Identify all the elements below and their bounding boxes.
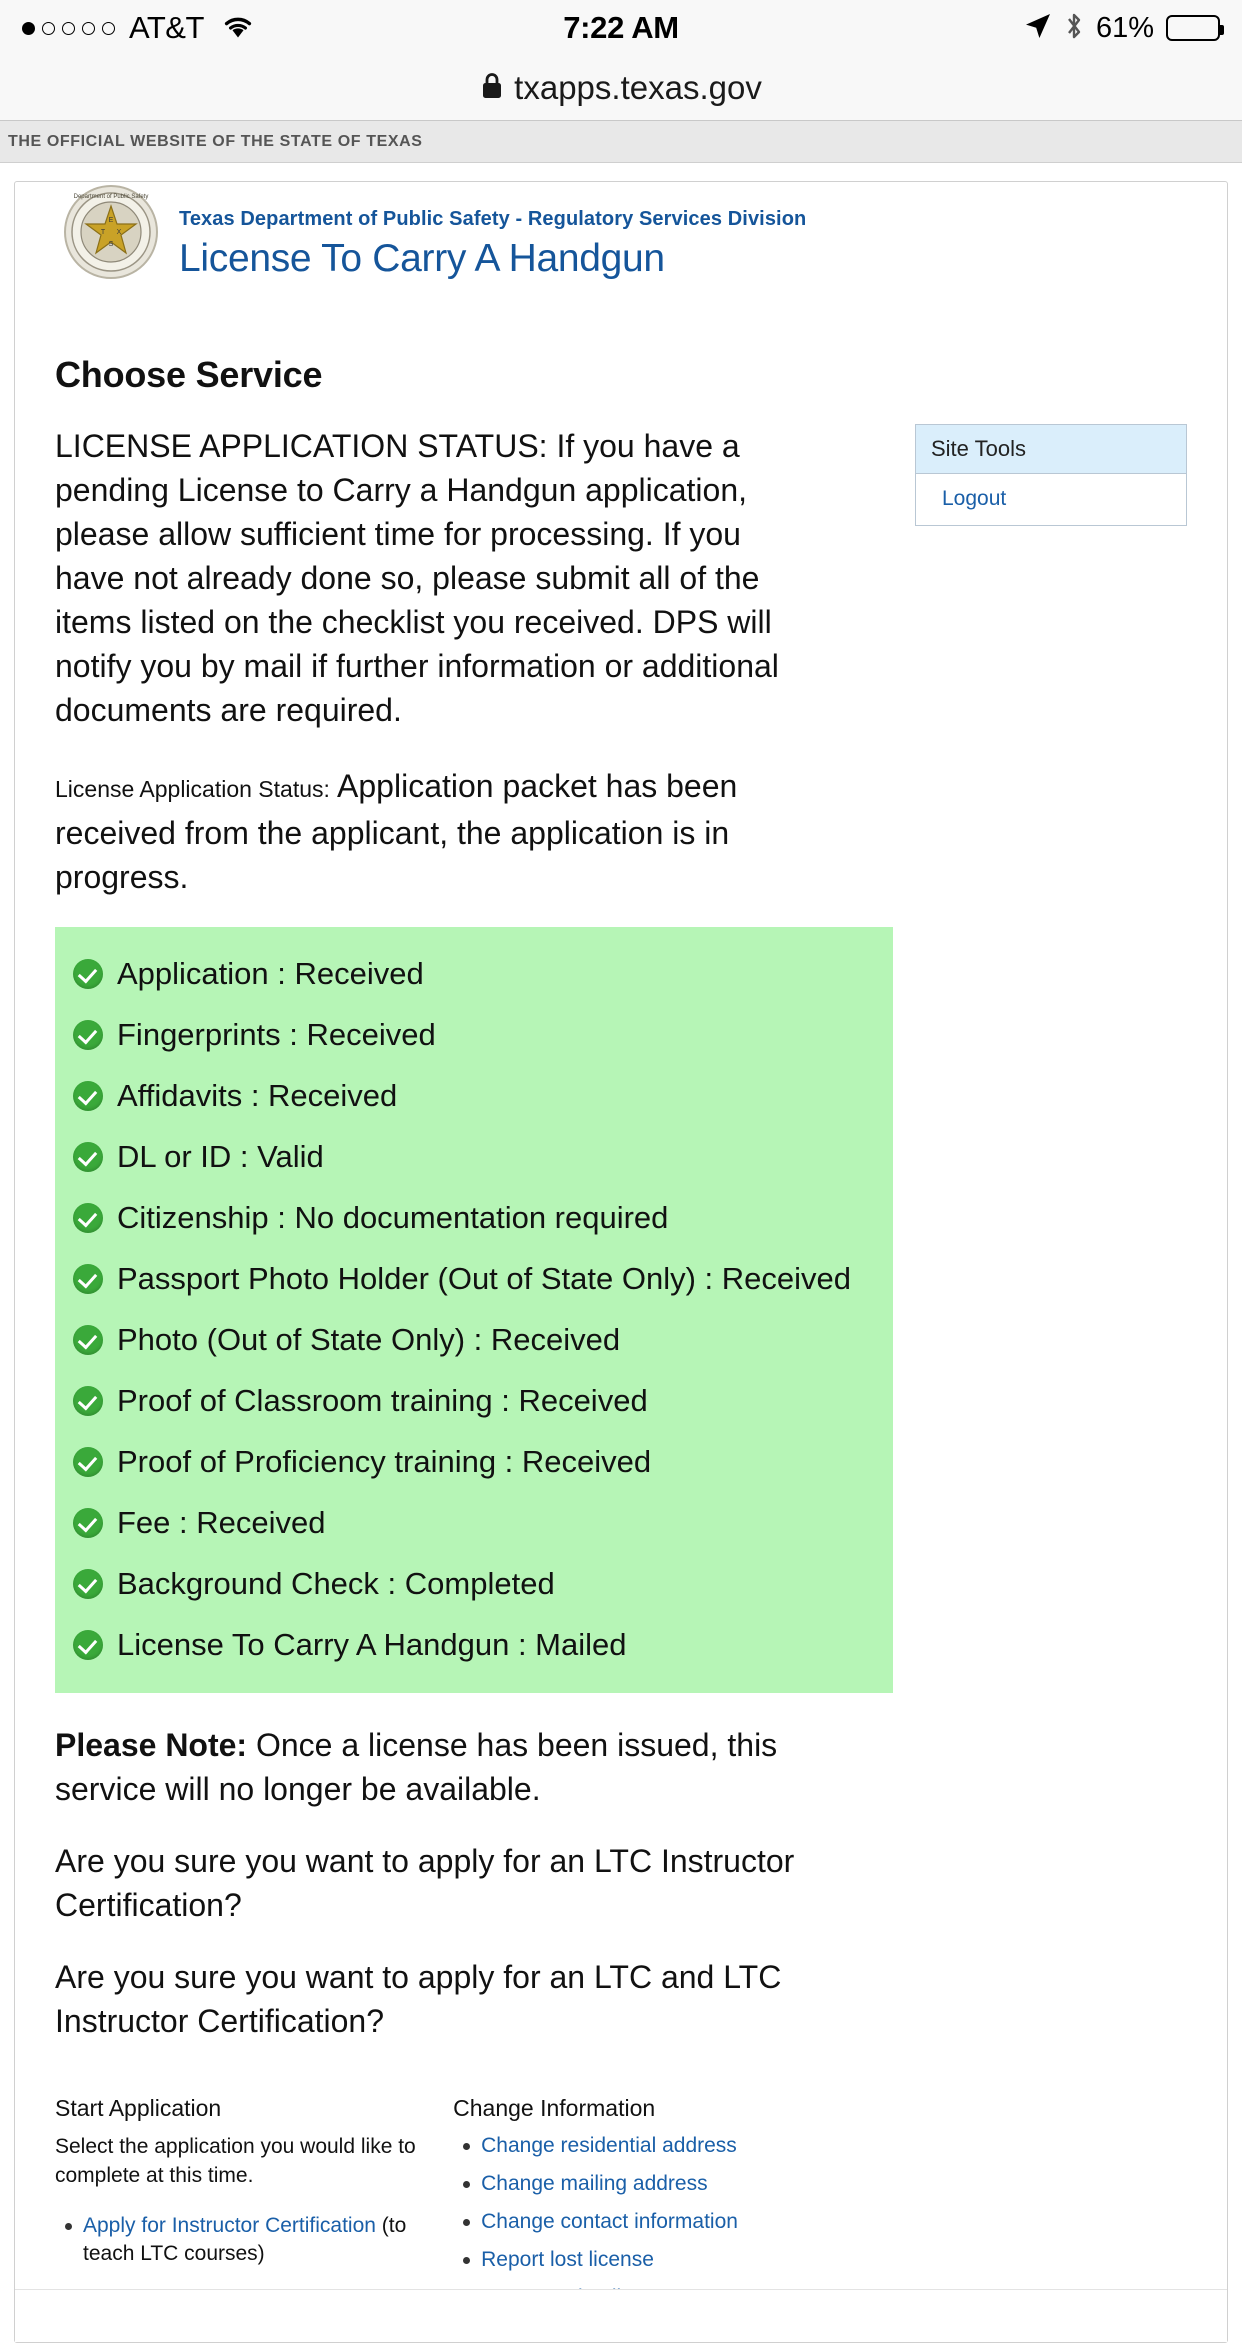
checklist-item [55,1248,893,1309]
please-note-text: Once a license has been issued, this service will no longer be available. [55,1727,778,1807]
check-circle-icon [73,1569,103,1599]
checklist-item [55,1004,893,1065]
checklist-item [55,1614,893,1675]
site-header [15,182,1227,302]
list-item [453,2246,805,2274]
svg-text:S: S [108,241,114,248]
start-application-column [55,2095,453,2322]
check-circle-icon [73,959,103,989]
checklist-item-label: DL or ID : Valid [117,1138,324,1174]
check-circle-icon [73,1386,103,1416]
checklist-item [55,1431,893,1492]
link-change-contact-information[interactable]: Change contact information [481,2210,738,2233]
link-apply-instructor-certification[interactable]: Apply for Instructor Certification [83,2214,376,2237]
check-circle-icon [73,1508,103,1538]
checklist-item-label: Fingerprints : Received [117,1016,436,1052]
checklist-item [55,1492,893,1553]
confirm-question-ltc-and-instructor: Are you sure you want to apply for an LTC and LTC Instructor Certification? [55,1959,782,2039]
please-note-label: Please Note: [55,1727,248,1763]
checklist-item-label: Proof of Classroom training : Received [117,1382,648,1418]
checklist-item [55,1187,893,1248]
status-value: Application packet has been received from the applicant, the application is in progress. [55,768,738,895]
check-circle-icon [73,1203,103,1233]
change-information-column [453,2095,805,2322]
state-official-banner [0,121,1242,163]
content-card [14,181,1228,2343]
url-text[interactable]: txapps.texas.gov [514,69,762,106]
svg-text:E: E [108,217,114,224]
list-item [453,2132,805,2160]
battery-percent-label: 61% [1095,11,1154,44]
checklist-item [55,1126,893,1187]
lock-icon [480,71,504,106]
agency-name: Texas Department of Public Safety - Regulatory Services Division [179,208,807,230]
browser-address-bar[interactable] [0,56,1242,121]
location-arrow-icon [1024,12,1052,45]
checklist-item [55,1553,893,1614]
list-item [55,2212,453,2268]
checklist-item-label: Passport Photo Holder (Out of State Only) : Received [117,1260,852,1296]
checklist-item-label: Photo (Out of State Only) : Received [117,1321,621,1357]
confirm-question-instructor: Are you sure you want to apply for an LTC Instructor Certification? [55,1843,795,1923]
check-circle-icon [73,1142,103,1172]
section-title-choose-service: Choose Service [55,354,323,395]
check-circle-icon [73,1081,103,1111]
page-content [0,163,1242,2343]
battery-icon [1166,15,1220,41]
status-checklist [55,927,893,1693]
bluetooth-icon [1064,11,1084,46]
state-banner-text: THE OFFICIAL WEBSITE OF THE STATE OF TEXAS [8,132,423,150]
checklist-item [55,943,893,1004]
link-change-mailing-address[interactable]: Change mailing address [481,2172,708,2195]
change-information-links [453,2132,805,2312]
site-tools-item-logout[interactable]: Logout [942,487,1007,510]
page-title: License To Carry A Handgun [179,237,665,280]
check-circle-icon [73,1325,103,1355]
list-item [453,2208,805,2236]
carrier-label: AT&T [129,10,204,45]
start-application-links [55,2212,453,2268]
header-text-block [179,196,806,281]
site-tools-heading: Site Tools [916,425,1186,474]
checklist-item [55,1370,893,1431]
checklist-item-label: Citizenship : No documentation required [117,1199,669,1235]
checklist-item-label: Application : Received [117,955,424,991]
main-column-lower [15,1723,845,2322]
change-information-heading: Change Information [453,2095,656,2121]
checklist-item [55,1309,893,1370]
please-note-paragraph [55,1723,805,1811]
link-report-lost-license[interactable]: Report lost license [481,2248,654,2271]
checklist-item-label: Fee : Received [117,1504,326,1540]
svg-text:Department of Public Safety: Department of Public Safety [73,194,149,200]
check-circle-icon [73,1630,103,1660]
checklist-item-label: Proof of Proficiency training : Received [117,1443,652,1479]
start-application-heading: Start Application [55,2095,222,2121]
card-footer-strip [15,2289,1227,2342]
checklist-item-label: Affidavits : Received [117,1077,398,1113]
checklist-item [55,1065,893,1126]
check-circle-icon [73,1447,103,1477]
check-circle-icon [73,1020,103,1050]
site-tools-panel [915,424,1187,526]
link-change-residential-address[interactable]: Change residential address [481,2134,737,2157]
ios-status-bar [0,0,1242,56]
license-application-status [55,764,805,899]
clock-label: 7:22 AM [563,10,679,45]
checklist-item-label: License To Carry A Handgun : Mailed [117,1626,627,1662]
svg-text:T: T [100,229,106,236]
check-circle-icon [73,1264,103,1294]
list-item [453,2170,805,2198]
svg-text:X: X [116,229,122,236]
status-bar-right [1024,11,1220,46]
link-suffix-text: (to teach LTC courses) [83,2214,407,2265]
status-label: License Application Status: [55,776,330,802]
intro-paragraph: LICENSE APPLICATION STATUS: If you have a pending License to Carry a Handgun application, please allow sufficient time for processing. If you have not already done so, please submit all of the items listed on the checklist you received. DPS will notify you by mail if further information or additional documents are required. [55,428,779,728]
start-application-subtext: Select the application you would like to complete at this time. [55,2135,416,2187]
texas-dps-seal-icon [63,184,159,280]
checklist-item-label: Background Check : Completed [117,1565,555,1601]
bottom-link-columns [55,2095,805,2322]
main-column [15,354,845,899]
